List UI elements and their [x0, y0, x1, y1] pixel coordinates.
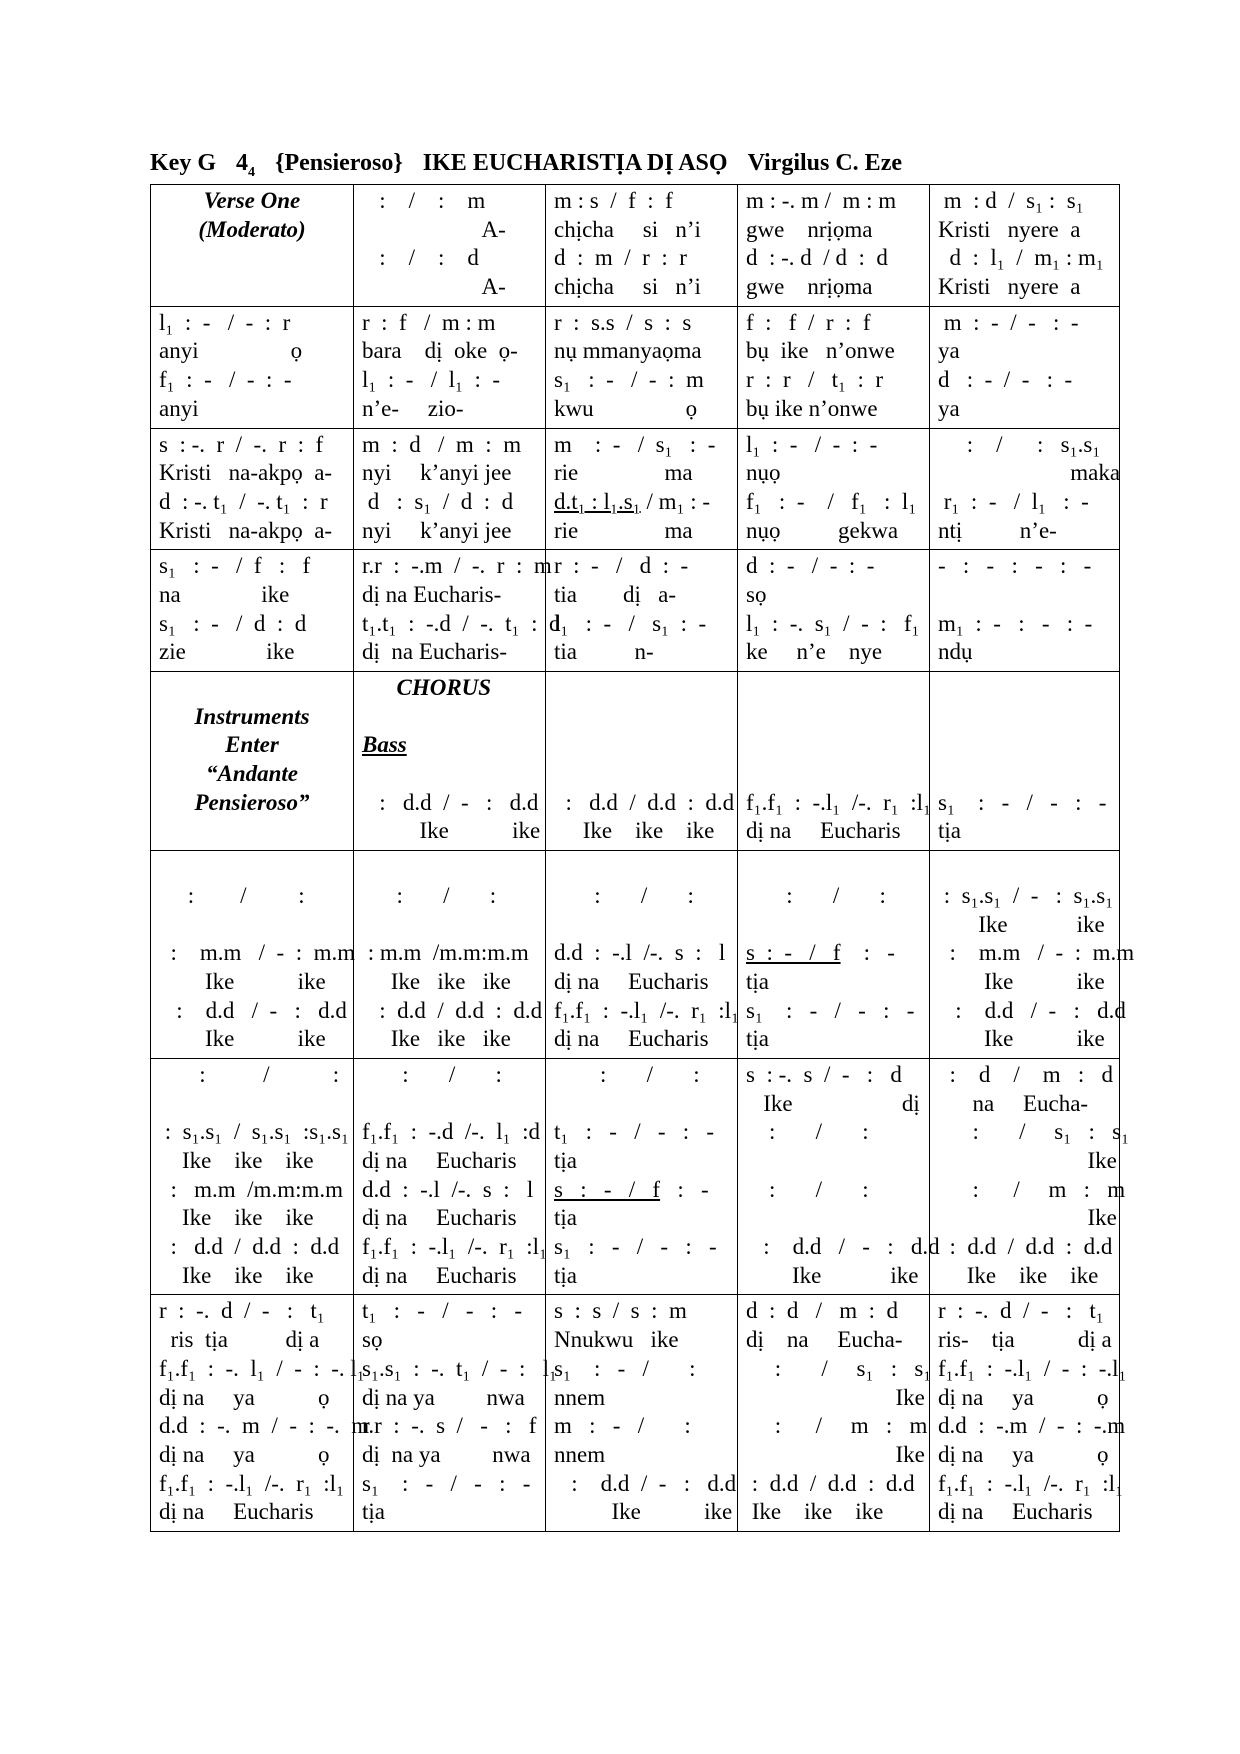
notation-line: bụ ike n’onwe [746, 395, 878, 421]
notation-line [362, 1090, 537, 1119]
notation-line: Pensieroso” [194, 789, 310, 815]
notation-line: d.d : -.l /-. s : l [362, 1176, 534, 1202]
notation-line: A- [362, 216, 506, 242]
notation-line: ntị n’e- [938, 517, 1057, 543]
score-cell [354, 185, 546, 307]
notation-line: s : -. r / -. r : f [159, 431, 324, 457]
notation-line: s₁ : - / - : - [746, 997, 915, 1023]
notation-line: “Andante [205, 761, 299, 787]
notation-line: m : d / s₁ : s₁ [938, 188, 1084, 213]
score-cell [151, 1295, 370, 1532]
notation-line: gwe nrịọma [746, 216, 873, 242]
notation-line: : d.d / d.d : d.d [159, 1234, 340, 1260]
notation-line: sọ [746, 581, 767, 607]
notation-line: l₁ : -. s₁ / - : f₁ [746, 610, 920, 636]
notation-line: l₁ : - / l₁ : - [362, 367, 501, 393]
notation-line: : d.d / - : d.d [938, 997, 1126, 1023]
notation-line: s₁ : - / f : f [159, 553, 311, 579]
notation-line: na ike [159, 581, 290, 607]
notation-line: chịcha si n’i [554, 216, 701, 242]
notation-line: d.d : -. m / - : -. m [159, 1413, 370, 1439]
notation-line: f : f / r : f [746, 309, 871, 335]
notation-line: : s₁.s₁ / - : s₁.s₁ [938, 882, 1114, 908]
score-cell [546, 185, 738, 307]
style-label: {Pensieroso} [275, 150, 403, 176]
notation-line: dị na ya ọ [938, 1384, 1109, 1410]
notation-line: f₁.f₁ : -.l₁ /-. r₁ :l₁ [554, 997, 740, 1023]
notation-line: chịcha si n’i [554, 274, 701, 300]
notation-line: n’e- zio- [362, 395, 464, 421]
notation-line: (Moderato) [198, 216, 306, 242]
notation-line: tia dị a- [554, 581, 676, 607]
notation-line: na Eucha- [938, 1090, 1089, 1116]
notation-line [362, 853, 537, 882]
notation-line: Ike ike ike [362, 968, 511, 994]
notation-line [362, 760, 537, 789]
notation-line: : d.d / d.d : d.d [938, 1234, 1113, 1260]
notation-line [746, 760, 921, 789]
notation-line [746, 731, 921, 760]
notation-line: Ike ike [554, 1499, 733, 1525]
notation-line: r : f / m : m [362, 309, 496, 335]
notation-line: nụọ [746, 460, 781, 486]
notation-line: Ike [938, 1148, 1117, 1173]
score-row [151, 185, 1120, 307]
notation-line: Ike ike [159, 1026, 326, 1052]
notation-line: : d.d / - : d.d [554, 1470, 737, 1496]
notation-line: s : - / f : - [746, 940, 895, 966]
notation-line: ya [938, 395, 960, 421]
notation-line: f₁.f₁ : -.l₁ /-. r₁ :l₁ [159, 1470, 345, 1496]
score-cell [546, 550, 738, 672]
notation-line: nyi k’anyi jee [362, 460, 512, 486]
notation-line: : / s₁ : s₁ [746, 1355, 932, 1381]
notation-line: dị na Eucharis [938, 1499, 1093, 1525]
notation-line: : d.d / - : d.d [362, 789, 539, 815]
score-cell [151, 550, 354, 672]
notation-line: d.t₁ : l₁.s₁ / m₁ : - [554, 488, 711, 514]
notation-line [554, 853, 729, 882]
notation-line: dị na Eucharis- [362, 581, 502, 607]
score-cell [738, 851, 930, 1059]
notation-line [746, 674, 921, 703]
score-cell [738, 306, 930, 428]
bass-heading: Bass [362, 732, 407, 758]
notation-line: r.r : -. s / - : f [362, 1413, 537, 1439]
notation-line: ke n’e nye [746, 639, 883, 665]
notation-line: Kristi nyere a [938, 216, 1081, 242]
notation-line: dị na ya nwa [362, 1384, 525, 1410]
notation-line: : d.d / d.d : d.d [746, 1470, 915, 1496]
notation-line: t₁ : - / - : - [554, 1119, 715, 1145]
notation-line [746, 703, 921, 732]
notation-line [938, 731, 1111, 760]
notation-line: dị na ya nwa [362, 1441, 531, 1467]
score-cell [930, 1058, 1130, 1295]
notation-line: : s₁.s₁ / s₁.s₁ :s₁.s₁ [159, 1119, 349, 1145]
notation-line [554, 911, 729, 940]
key-label: Key G [150, 150, 216, 176]
score-row [151, 306, 1120, 428]
notation-line [938, 760, 1111, 789]
notation-line: : / : [362, 882, 497, 908]
notation-line: s₁ : - / - : - [938, 789, 1107, 815]
score-cell [930, 1295, 1127, 1532]
song-title: IKE EUCHARISTỊA DỊ ASỌ [422, 150, 728, 176]
notation-line: s : - / f : - [554, 1176, 709, 1202]
notation-line: d : - / - : - [938, 367, 1073, 393]
score-row [151, 672, 1120, 851]
notation-line: : / : [159, 1061, 340, 1087]
notation-line: : / : [746, 1119, 869, 1145]
notation-line [938, 853, 1111, 882]
score-cell [546, 1295, 738, 1532]
notation-line: t₁.t₁ : -.d / -. t₁ : d [362, 610, 561, 636]
score-cell [738, 1058, 940, 1295]
score-cell [354, 851, 546, 1059]
notation-line: maka [938, 460, 1121, 486]
notation-line: - : - : - : - [938, 553, 1092, 579]
notation-line [938, 674, 1111, 703]
notation-line: m : - / - : - [938, 309, 1079, 335]
score-cell [546, 428, 738, 550]
score-cell [354, 672, 546, 851]
score-cell [738, 1295, 930, 1532]
notation-line: t₁ : - / - : - [362, 1298, 523, 1324]
notation-line: Ike ike [746, 1262, 919, 1288]
notation-line: d.d : -.l /-. s : l [554, 940, 726, 966]
notation-line: : d / m : d [938, 1061, 1114, 1087]
notation-line: : m.m /m.m:m.m [159, 1176, 344, 1202]
score-cell [354, 550, 561, 672]
score-cell [151, 851, 354, 1059]
notation-line [938, 703, 1111, 732]
score-cell [151, 428, 354, 550]
notation-line: dị na Eucharis [554, 1026, 709, 1052]
notation-line: nụọ gekwa [746, 517, 899, 543]
notation-line: s₁ : - / - : - [554, 1234, 717, 1260]
notation-line: : / : s₁.s₁ [938, 431, 1101, 457]
notation-line: : m.m /m.m:m.m [362, 940, 529, 966]
notation-line: d : -. t₁ / -. t₁ : r [159, 488, 328, 514]
notation-line [746, 1204, 921, 1233]
notation-line: m : -. m / m : m [746, 188, 897, 213]
notation-line: s₁ : - / - : - [362, 1470, 531, 1496]
notation-line [362, 911, 537, 940]
notation-line: dị na Eucha- [746, 1327, 903, 1353]
notation-line: Ike ike ike [554, 818, 715, 844]
notation-line: tịa [554, 1262, 577, 1288]
notation-line: : / : [554, 1061, 700, 1087]
notation-line: d : s₁ / d : d [362, 488, 514, 514]
notation-line: f₁.f₁ : -.d /-. l₁ :d [362, 1119, 541, 1145]
score-cell [546, 1058, 738, 1295]
notation-line: dị na Eucharis [554, 968, 709, 994]
notation-line: : / : d [362, 245, 479, 271]
notation-line: bara dị oke ọ- [362, 338, 518, 364]
notation-line: : d.d / - : d.d [159, 997, 347, 1023]
notation-line: dị na ya ọ [159, 1384, 330, 1410]
notation-line: dị na Eucharis- [362, 639, 507, 665]
notation-line [159, 1090, 345, 1119]
score-cell [738, 428, 930, 550]
page-title [150, 150, 1240, 181]
notation-line: s₁.s₁ : -. t₁ / - : l₁ [362, 1355, 557, 1381]
notation-line [746, 911, 921, 940]
notation-line: m : - / s₁ : - [554, 431, 716, 457]
notation-line: Ike ike ike [159, 1205, 314, 1231]
notation-line: tịa [362, 1499, 385, 1525]
notation-line: r : - / d : - [554, 553, 689, 579]
score-cell [930, 428, 1120, 550]
notation-line: tịa [938, 818, 961, 844]
notation-line: Verse One [203, 188, 301, 213]
notation-line: Ike ike ike [362, 1026, 511, 1052]
score-row [151, 1058, 1120, 1295]
notation-line: d : d / m : d [746, 1298, 899, 1324]
notation-line [938, 581, 1111, 610]
notation-line: f₁.f₁ : -.l₁ /-. r₁ :l₁ [746, 789, 932, 815]
notation-line: gwe nrịọma [746, 274, 873, 300]
notation-line: Ike ike [938, 911, 1105, 937]
notation-line: ris tịa dị a [159, 1327, 320, 1353]
notation-line: : m.m / - : m.m [159, 940, 356, 966]
notation-line: Ike ike [159, 968, 326, 994]
notation-line: A- [362, 274, 506, 300]
notation-line: m : d / m : m [362, 431, 522, 457]
notation-line: d : m / r : r [554, 245, 687, 271]
notation-line [362, 703, 537, 732]
score-cell [354, 1058, 546, 1295]
notation-line: : / : [159, 882, 305, 908]
notation-line [159, 911, 345, 940]
notation-line: tịa [554, 1205, 577, 1231]
notation-line [554, 760, 729, 789]
notation-line: anyi [159, 395, 199, 421]
notation-line: l₁ : - / - : r [159, 309, 291, 335]
score-cell [930, 306, 1120, 428]
notation-line: f₁.f₁ : -.l₁ /-. r₁ :l₁ [362, 1234, 548, 1260]
notation-line: Enter [225, 732, 279, 758]
notation-line: rie ma [554, 517, 693, 543]
score-row [151, 550, 1120, 672]
notation-line: : / : m [362, 188, 486, 213]
notation-line: Ike ike ike [938, 1262, 1099, 1288]
score-cell [546, 851, 738, 1059]
notation-line: r : s.s / s : s [554, 309, 692, 335]
notation-line: zie ike [159, 639, 295, 665]
notation-line: d : l₁ / m₁ : m₁ [938, 245, 1104, 271]
notation-line [554, 703, 729, 732]
score-cell [930, 550, 1120, 672]
notation-line: Ike ike [938, 1026, 1105, 1052]
chorus-heading: CHORUS [362, 675, 492, 700]
notation-line: Ike ike ike [159, 1262, 314, 1288]
notation-line: rie ma [554, 460, 693, 486]
notation-line: f₁.f₁ : -.l₁ /-. r₁ :l₁ [938, 1470, 1124, 1496]
notation-line [554, 674, 729, 703]
notation-line [746, 853, 921, 882]
score-cell [738, 672, 930, 851]
notation-line: s : s / s : m [554, 1298, 687, 1324]
notation-line: dị na Eucharis [746, 818, 901, 844]
notation-line: : / m : m [938, 1176, 1126, 1202]
notation-line: tịa [746, 968, 769, 994]
notation-line: tịa [746, 1026, 769, 1052]
notation-line [554, 731, 729, 760]
notation-line: r.r : -.m / -. r : m [362, 553, 552, 579]
notation-line [746, 1147, 921, 1176]
notation-line: nụ mmanyaọma [554, 338, 702, 364]
score-cell [354, 1295, 557, 1532]
notation-line: : / : [362, 1061, 502, 1087]
notation-line: tịa [554, 1148, 577, 1173]
notation-line: l₁ : - / - : - [746, 431, 878, 457]
notation-line: nnem [554, 1441, 606, 1467]
notation-line: dị na Eucharis [362, 1205, 517, 1231]
notation-line: r : -. d / - : t₁ [159, 1298, 325, 1324]
notation-line: f₁ : - / - : - [159, 367, 292, 393]
notation-line: Instruments [194, 703, 310, 729]
notation-line: : / : [746, 882, 886, 908]
score-cell [151, 672, 354, 851]
notation-line: ris- tịa dị a [938, 1327, 1112, 1353]
notation-line: Nnukwu ike [554, 1327, 679, 1353]
notation-line: Kristi nyere a [938, 274, 1081, 300]
notation-line: sọ [362, 1327, 383, 1353]
notation-line: r : r / t₁ : r [746, 367, 884, 393]
notation-line: s₁ : - / - : m [554, 367, 704, 393]
notation-line: dị na Eucharis [159, 1499, 314, 1525]
score-cell [354, 428, 546, 550]
notation-line: : d.d / d.d : d.d [362, 997, 543, 1023]
notation-line: f₁.f₁ : -. l₁ / - : -. l₁ [159, 1355, 365, 1381]
notation-line: dị na ya ọ [159, 1441, 330, 1467]
score-row [151, 1295, 1120, 1532]
notation-line: Ike [938, 1205, 1117, 1231]
notation-line: tia n- [554, 639, 654, 665]
score-cell [738, 185, 930, 307]
notation-line: r₁ : - / l₁ : - [938, 488, 1089, 514]
notation-line: s₁ : - / : [554, 1355, 696, 1381]
score-cell [930, 185, 1120, 307]
notation-line: l₁ : - / s₁ : - [554, 610, 707, 636]
notation-line: : d.d / - : d.d [746, 1234, 940, 1260]
notation-line: nnem [554, 1384, 606, 1410]
notation-line: : / : [554, 882, 694, 908]
notation-line: r : -. d / - : t₁ [938, 1298, 1104, 1324]
notation-line: ndụ [938, 639, 973, 665]
notation-line: Ike ike [362, 818, 541, 844]
score-cell [151, 185, 354, 307]
score-cell [546, 306, 738, 428]
score-row [151, 851, 1120, 1059]
notation-line: m : - / : [554, 1413, 691, 1439]
score-cell [546, 672, 738, 851]
notation-line: s₁ : - / d : d [159, 610, 307, 636]
notation-line: dị na Eucharis [362, 1262, 517, 1288]
score-cell [151, 306, 354, 428]
notation-line: dị na ya ọ [938, 1441, 1109, 1467]
notation-line: Kristi na-akpọ a- [159, 517, 333, 543]
notation-line [554, 1090, 729, 1119]
notation-line: Ike [746, 1384, 925, 1410]
notation-line: f₁.f₁ : -.l₁ / - : -.l₁ [938, 1355, 1127, 1381]
time-signature: $4_4$ [236, 150, 255, 180]
notation-line: : / s₁ : s₁ [938, 1119, 1130, 1145]
notation-line: : m.m / - : m.m [938, 940, 1135, 966]
notation-line [159, 674, 345, 703]
notation-line: Kristi na-akpọ a- [159, 460, 333, 486]
notation-line: ya [938, 338, 960, 364]
notation-line: nyi k’anyi jee [362, 517, 512, 543]
notation-line: : d.d / d.d : d.d [554, 789, 735, 815]
composer-name: Virgilus C. Eze [747, 150, 902, 176]
notation-line: Ike ike ike [746, 1499, 884, 1525]
score-cell [930, 672, 1120, 851]
notation-line: d : - / - : - [746, 553, 875, 579]
notation-line: f₁ : - / f₁ : l₁ [746, 488, 917, 514]
notation-line: anyi ọ [159, 338, 303, 364]
notation-line: : / : [746, 1176, 869, 1202]
notation-line [159, 853, 345, 882]
notation-line: m : s / f : f [554, 188, 673, 213]
notation-line: m₁ : - : - : - [938, 610, 1093, 636]
notation-line: Ike dị [746, 1090, 920, 1116]
score-cell [738, 550, 930, 672]
score-row [151, 428, 1120, 550]
notation-line: s : -. s / - : d [746, 1061, 902, 1087]
score-body [151, 185, 1135, 1532]
solfa-score-table [150, 184, 1135, 1532]
notation-line: dị na Eucharis [362, 1148, 517, 1173]
notation-line: Ike ike [938, 968, 1105, 994]
notation-line: Ike ike ike [159, 1148, 314, 1173]
score-cell [354, 306, 546, 428]
score-cell [930, 851, 1135, 1059]
score-cell [151, 1058, 354, 1295]
notation-line: bụ ike n’onwe [746, 338, 895, 364]
notation-line: d : -. d / d : d [746, 245, 888, 271]
notation-line: d.d : -.m / - : -.m [938, 1413, 1126, 1439]
notation-line: kwu ọ [554, 395, 698, 421]
notation-line: Ike [746, 1441, 925, 1467]
notation-line: : / m : m [746, 1413, 928, 1439]
